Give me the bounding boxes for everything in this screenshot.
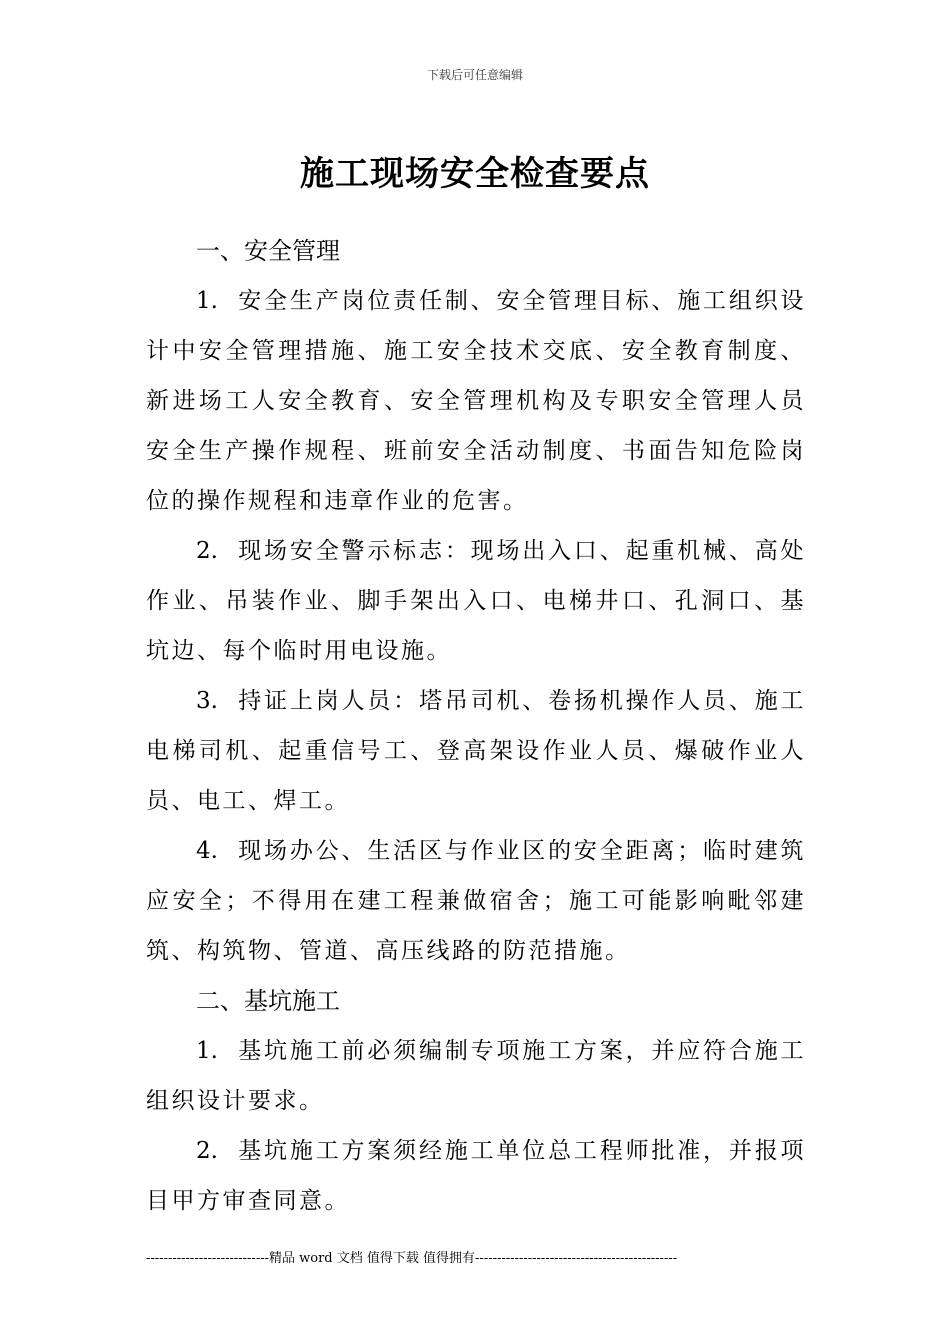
list-item [146,676,806,826]
item-text: 持证上岗人员：塔吊司机、卷扬机操作人员、施工电梯司机、起重信号工、登高架设作业人员、爆破作业人员、电工、焊工。 [146,688,807,814]
item-text: 安全生产岗位责任制、安全管理目标、施工组织设计中安全管理措施、施工安全技术交底、安全教育制度、新进场工人安全教育、安全管理机构及专职安全管理人员安全生产操作规程、班前安全活动制度、书面告知危险岗位的操作规程和违章作业的危害。 [146,288,807,514]
section-heading: 二、基坑施工 [196,987,340,1015]
page-header-note: 下载后可任意编辑 [426,68,523,82]
item-text: 基坑施工前必须编制专项施工方案，并应符合施工组织设计要求。 [146,1038,807,1114]
section-heading: 一、安全管理 [196,237,340,265]
item-text: 现场安全警示标志：现场出入口、起重机械、高处作业、吊装作业、脚手架出入口、电梯井口、孔洞口、基坑边、每个临时用电设施。 [146,538,807,664]
item-number: 1. [196,288,218,314]
list-item [146,826,806,976]
list-item [146,1126,806,1226]
list-item [146,276,806,526]
item-number: 4. [196,838,218,864]
section-foundation-pit [146,976,806,1226]
footer-rule-right: ---------------------------------------------- [475,1251,678,1266]
document-body [146,226,806,1226]
section-safety-management [146,226,806,976]
document-title: 施工现场安全检查要点 [300,154,650,194]
page-footer [146,1247,806,1266]
item-number: 2. [196,538,218,564]
list-item [146,1026,806,1126]
item-text: 现场办公、生活区与作业区的安全距离；临时建筑应安全；不得用在建工程兼做宿舍；施工可能影响毗邻建筑、构筑物、管道、高压线路的防范措施。 [146,838,807,964]
list-item [146,526,806,676]
item-number: 3. [196,688,218,714]
footer-text: 精品 word 文档 值得下载 值得拥有 [269,1251,476,1266]
item-number: 2. [196,1138,218,1164]
item-number: 1. [196,1038,218,1064]
item-text: 基坑施工方案须经施工单位总工程师批准，并报项目甲方审查同意。 [146,1138,807,1214]
footer-rule-left: ---------------------------- [146,1251,269,1266]
